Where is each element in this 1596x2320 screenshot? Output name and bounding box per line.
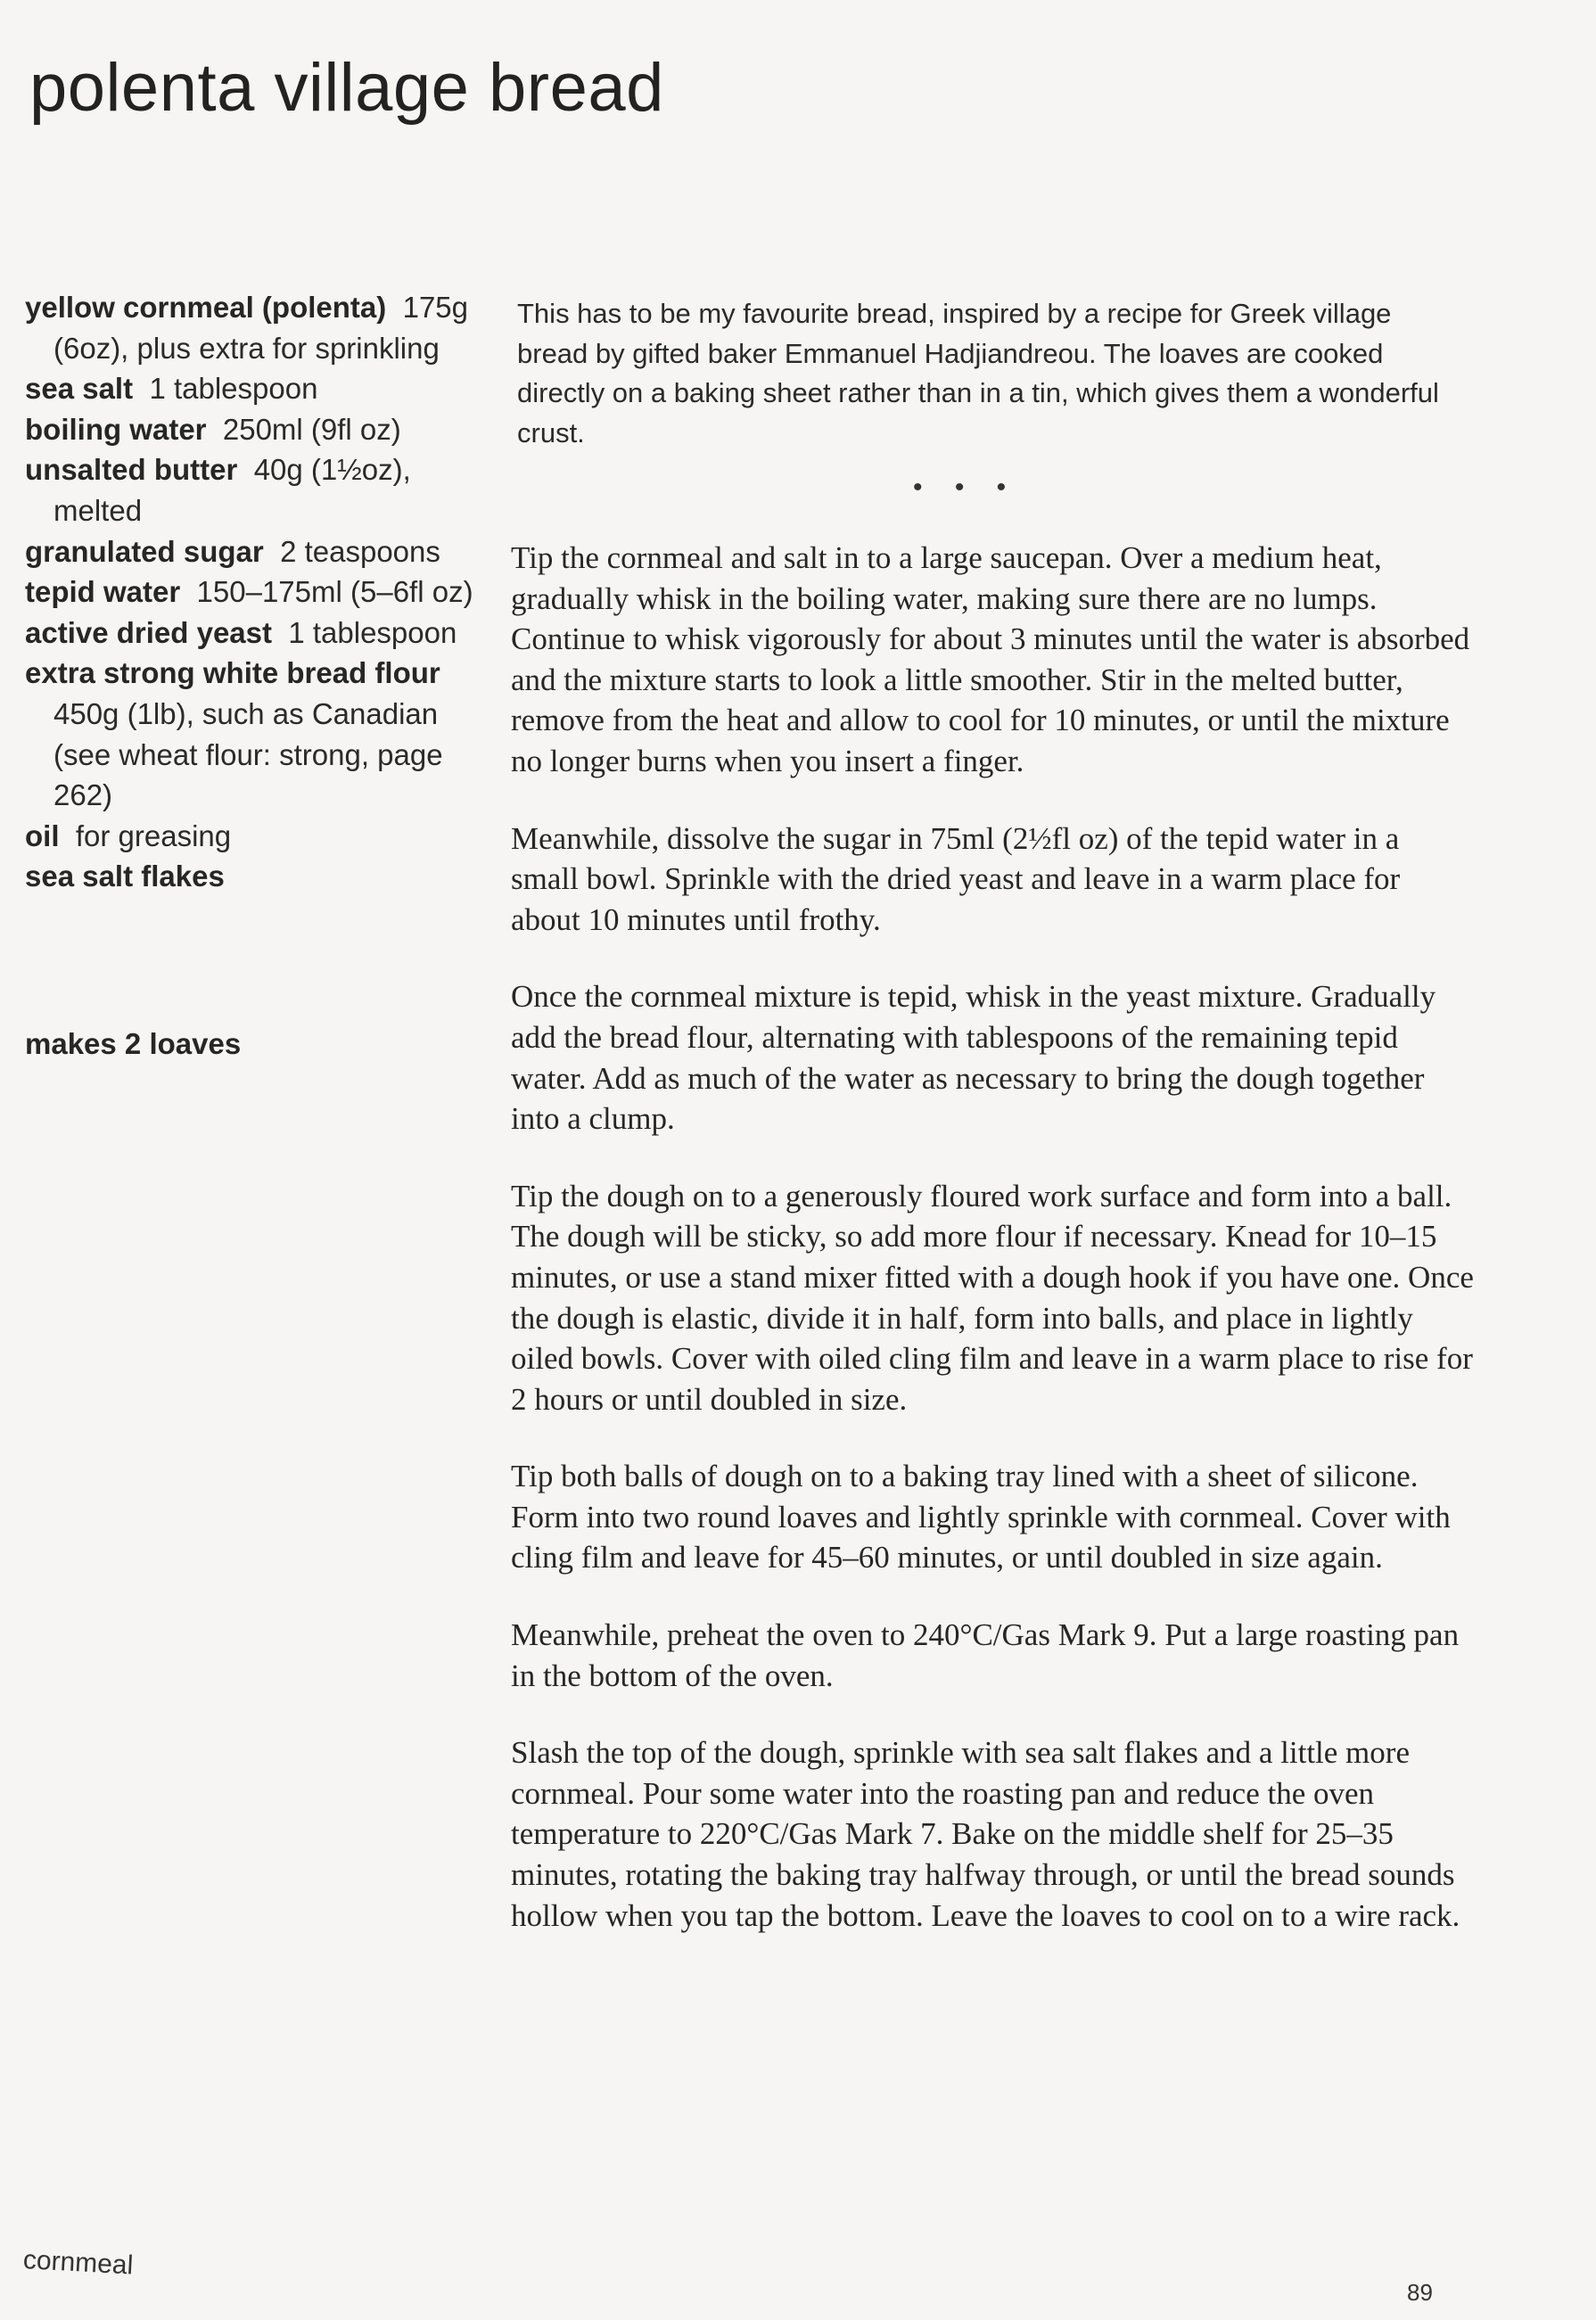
ingredient-detail: 175g (6oz), plus extra for sprinkling — [53, 291, 469, 365]
method-step: Meanwhile, dissolve the sugar in 75ml (2½fl oz) of the tepid water in a small bowl. Sprinkle with the dried yeast and leave in a warm place for about 10 minutes until frothy. — [511, 820, 1401, 937]
section-footer: cornmeal — [22, 2245, 135, 2281]
ingredient-detail: for greasing — [75, 819, 232, 852]
ingredient-item — [25, 531, 489, 572]
ingredient-name: active dried yeast — [25, 615, 272, 649]
ingredient-item — [25, 409, 489, 450]
ingredient-item — [25, 287, 489, 368]
ingredient-name: granulated sugar — [25, 534, 264, 568]
ingredient-detail: 450g (1lb), such as Canadian (see wheat flour: strong, page 262) — [53, 696, 443, 812]
ingredient-item — [25, 449, 489, 531]
page-number: 89 — [1407, 2279, 1433, 2306]
ingredient-name: sea salt — [25, 372, 134, 406]
ingredient-name: sea salt flakes — [25, 860, 225, 893]
recipe-yield: makes 2 loaves — [25, 1027, 242, 1060]
ingredient-item — [25, 368, 489, 409]
ingredient-item — [25, 653, 489, 815]
ingredient-name: unsalted butter — [25, 453, 238, 487]
ingredient-name: tepid water — [25, 575, 181, 609]
method-step: Tip the dough on to a generously floured work surface and form into a ball. The dough will be sticky, so add more flour if necessary. Knead for 10–15 minutes, or use a stand mixer fitted with a dough hook if you have one. Once the dough is elastic, divide it in half, form into balls, and place in lightly oiled bowls. Cover with oiled cling film and leave in a warm place to rise for 2 hours or until doubled in size. — [511, 1178, 1474, 1417]
ingredient-detail: 1 tablespoon — [149, 372, 318, 406]
section-divider: • • • — [913, 473, 1019, 502]
ingredient-item — [25, 613, 489, 654]
ingredient-detail: 1 tablespoon — [288, 615, 457, 649]
ingredient-detail: 150–175ml (5–6fl oz) — [196, 575, 473, 609]
method-step: Tip both balls of dough on to a baking tray lined with a sheet of silicone. Form into two round loaves and lightly sprinkle with cornmeal. Cover with cling film and leave for 45–60 minutes, or until doubled in size again. — [511, 1459, 1451, 1575]
page-title: polenta village bread — [29, 50, 664, 126]
ingredient-item — [25, 856, 489, 897]
ingredient-name: oil — [25, 819, 60, 852]
ingredient-detail: 2 teaspoons — [280, 534, 440, 568]
method-step: Once the cornmeal mixture is tepid, whisk in the yeast mixture. Gradually add the bread flour, alternating with tablespoons of the remaining tepid water. Add as much of the water as necessary to bring the dough together into a clump. — [511, 979, 1436, 1137]
method-step: Tip the cornmeal and salt in to a large saucepan. Over a medium heat, gradually whisk in the boiling water, making sure there are no lumps. Continue to whisk vigorously for about 3 minutes until the water is absorbed and the mixture starts to look a little smoother. Stir in the melted butter, remove from the heat and allow to cool for 10 minutes, or until the mixture no longer burns when you insert a finger. — [511, 540, 1470, 778]
ingredient-list — [25, 287, 489, 897]
method-steps — [511, 538, 1474, 1972]
ingredient-detail: 250ml (9fl oz) — [222, 412, 401, 446]
recipe-intro: This has to be my favourite bread, inspired by a recipe for Greek village bread by gifted baker Emmanuel Hadjiandreou. The loaves are cooked directly on a baking sheet rather than in a tin, which gives them a wonderful crust. — [517, 298, 1439, 448]
ingredient-name: boiling water — [25, 412, 207, 446]
ingredient-name: yellow cornmeal (polenta) — [25, 291, 387, 324]
method-step: Meanwhile, preheat the oven to 240°C/Gas Mark 9. Put a large roasting pan in the bottom of the oven. — [511, 1617, 1460, 1693]
ingredient-detail: 40g (1½oz), melted — [53, 453, 411, 527]
ingredient-item — [25, 816, 489, 857]
method-step: Slash the top of the dough, sprinkle with sea salt flakes and a little more cornmeal. Pour some water into the roasting pan and reduce the oven temperature to 220°C/Gas Mark 7. Bake on the middle shelf for 25–35 minutes, rotating the baking tray halfway through, or until the bread sounds hollow when you tap the bottom. Leave the loaves to cool on to a wire rack. — [511, 1735, 1460, 1933]
ingredient-item — [25, 572, 489, 613]
ingredient-name: extra strong white bread flour — [25, 656, 440, 690]
